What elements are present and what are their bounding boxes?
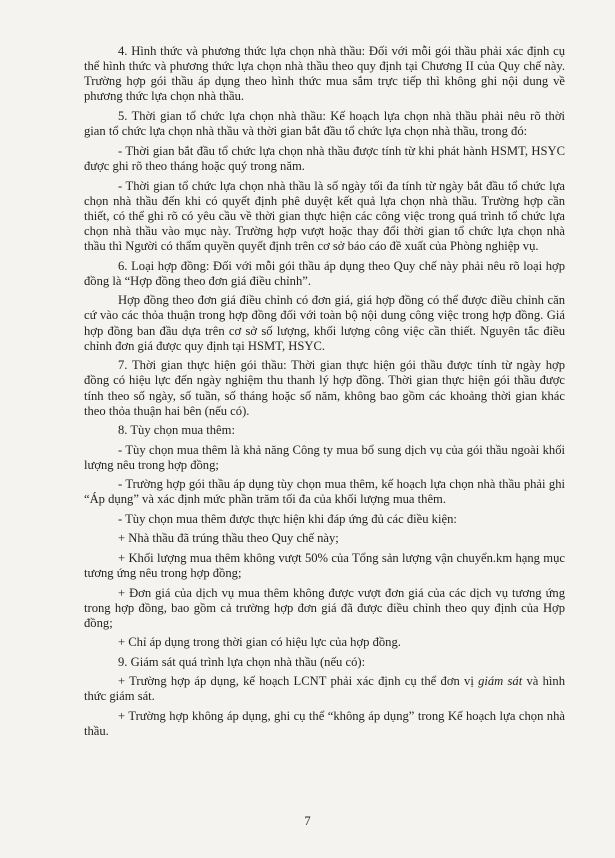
condition-1-paragraph: + Nhà thầu đã trúng thầu theo Quy chế này; bbox=[118, 531, 339, 546]
supervision-unit-italic: giám sát bbox=[478, 673, 523, 688]
condition-2-paragraph: + Khối lượng mua thêm không vượt 50% của Tổng sản lượng vận chuyển.km hạng mục tương ứng nêu trong hợp đồng; bbox=[84, 550, 565, 580]
start-time-paragraph: - Thời gian bắt đầu tổ chức lựa chọn nhà thầu được tính từ khi phát hành HSMT, HSYC được ghi rõ theo tháng hoặc quý trong năm. bbox=[84, 143, 565, 173]
supervision-not-apply-paragraph: + Trường hợp không áp dụng, ghi cụ thể “không áp dụng” trong Kế hoạch lựa chọn nhà thầu. bbox=[84, 708, 565, 738]
section-9-heading: 9. Giám sát quá trình lựa chọn nhà thầu (nếu có): bbox=[118, 654, 366, 669]
contract-price-paragraph: Hợp đồng theo đơn giá điều chỉnh có đơn giá, giá hợp đồng có thể được điều chỉnh căn cứ vào các thỏa thuận trong hợp đồng đối với toàn bộ nội dung công việc trong hợp đồng. Giá hợp đồng ban đầu dựa trên cơ sở số lượng, khối lượng công việc cần thiết. Nguyên tắc điều chỉnh đơn giá được quy định tại HSMT, HSYC. bbox=[84, 293, 565, 353]
condition-4-paragraph: + Chỉ áp dụng trong thời gian có hiệu lực của hợp đồng. bbox=[118, 635, 401, 650]
section-6-paragraph: 6. Loại hợp đồng: Đối với mỗi gói thầu áp dụng theo Quy chế này phải nêu rõ loại hợp đồng là “Hợp đồng theo đơn giá điều chỉnh”. bbox=[84, 258, 565, 288]
option-conditions-paragraph: - Tùy chọn mua thêm được thực hiện khi đáp ứng đủ các điều kiện: bbox=[118, 512, 457, 527]
condition-3-paragraph: + Đơn giá của dịch vụ mua thêm không được vượt đơn giá của các dịch vụ tương ứng trong hợp đồng, bao gồm cả trường hợp đơn giá đã được điều chỉnh theo quy định của Hợp đồng; bbox=[84, 585, 565, 630]
section-4-paragraph: 4. Hình thức và phương thức lựa chọn nhà thầu: Đối với mỗi gói thầu phải xác định cụ thể hình thức và phương thức lựa chọn nhà thầu theo quy định tại Chương II của Quy chế này. Trường hợp gói thầu áp dụng theo hình thức mua sắm trực tiếp thì không ghi nội dung về phương thức lựa chọn nhà thầu. bbox=[84, 44, 565, 104]
section-5-paragraph: 5. Thời gian tổ chức lựa chọn nhà thầu: Kế hoạch lựa chọn nhà thầu phải nêu rõ thời gian tổ chức lựa chọn nhà thầu và thời gian bắt đầu tổ chức lựa chọn nhà thầu, trong đó: bbox=[84, 108, 565, 139]
section-7-paragraph: 7. Thời gian thực hiện gói thầu: Thời gian thực hiện gói thầu được tính từ ngày hợp đồng có hiệu lực đến ngày nghiệm thu thanh lý hợp đồng. Thời gian thực hiện gói thầu được tính theo số ngày, số tuần, số tháng hoặc số năm, không bao gồm các khoảng thời gian khác theo thỏa thuận hai bên (nếu có). bbox=[84, 358, 565, 418]
option-apply-paragraph: - Trường hợp gói thầu áp dụng tùy chọn mua thêm, kế hoạch lựa chọn nhà thầu phải ghi “Áp dụng” và xác định mức phần trăm tối đa của khối lượng mua thêm. bbox=[84, 477, 565, 507]
duration-paragraph: - Thời gian tổ chức lựa chọn nhà thầu là số ngày tối đa tính từ ngày bắt đầu tổ chức lựa chọn nhà thầu đến khi có quyết định phê duyệt kết quả lựa chọn nhà thầu. Trường hợp cần thiết, có thể ghi rõ có yêu cầu về thời gian thực hiện các công việc trong quá trình tổ chức lựa chọn nhà thầu vào mục này. Trường hợp vượt hoặc thay đổi thời gian tổ chức lựa chọn nhà thầu thì Người có thẩm quyền quyết định trên cơ sở báo cáo đề xuất của Phòng nghiệp vụ. bbox=[84, 178, 565, 253]
section-8-heading: 8. Tùy chọn mua thêm: bbox=[118, 423, 235, 438]
page-number: 7 bbox=[304, 814, 311, 828]
supervision-apply-paragraph bbox=[84, 674, 565, 704]
supervision-apply-text-after: và hình thức giám sát. bbox=[84, 673, 565, 704]
supervision-apply-text-before: + Trường hợp áp dụng, kế hoạch LCNT phải xác định cụ thể đơn vị bbox=[118, 673, 479, 688]
option-definition-paragraph: - Tùy chọn mua thêm là khả năng Công ty mua bổ sung dịch vụ của gói thầu ngoài khối lượng nêu trong hợp đồng; bbox=[84, 442, 565, 472]
